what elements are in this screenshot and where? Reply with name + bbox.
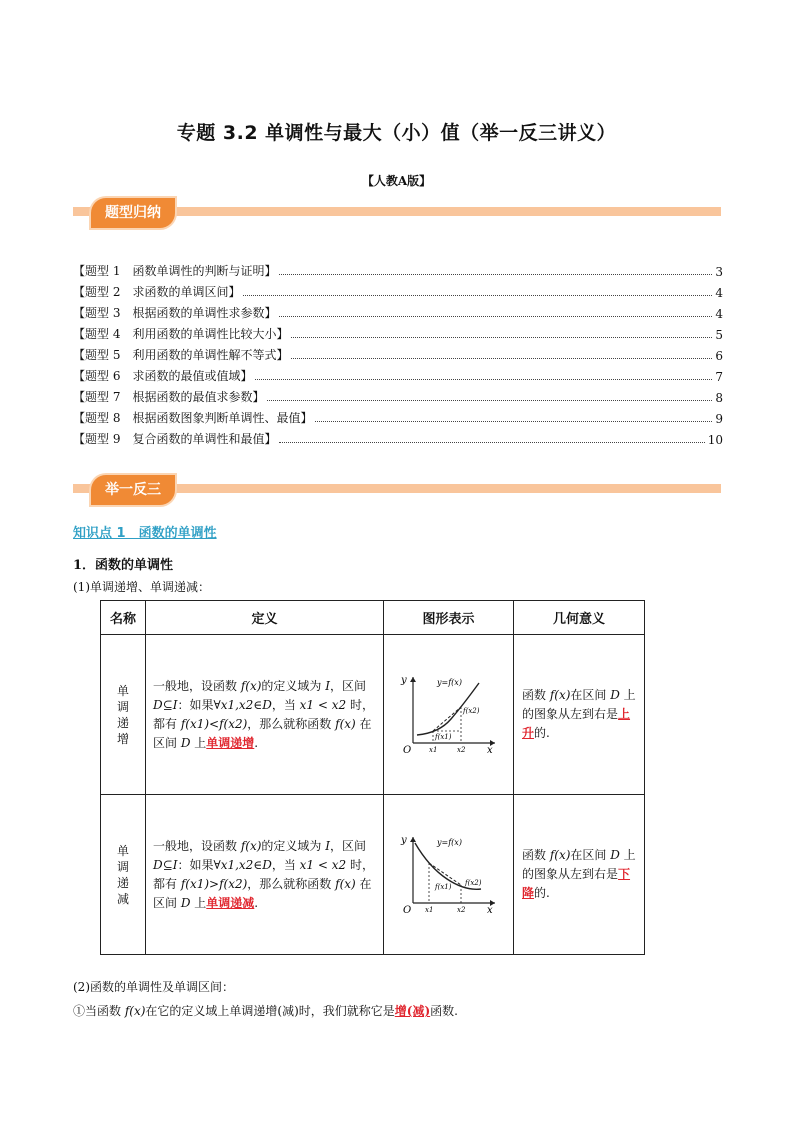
curve-label: y=f(x) xyxy=(436,678,462,687)
toc-item[interactable] xyxy=(73,321,723,342)
toc-leader-dots xyxy=(291,358,712,359)
x1-label: x1 xyxy=(428,746,437,753)
answer-fall: 下降 xyxy=(522,867,631,900)
toc-item-page: 8 xyxy=(715,391,723,405)
toc-item-label: 【题型 7 根据函数的最值求参数】 xyxy=(73,390,265,404)
toc-leader-dots xyxy=(279,316,712,317)
table-row-decreasing xyxy=(101,795,645,955)
toc-leader-dots xyxy=(291,337,712,338)
x2-label: x2 xyxy=(456,746,465,753)
toc-item[interactable] xyxy=(73,342,723,363)
fx2-label: f(x2) xyxy=(464,879,481,887)
answer-increasing: 单调递增 xyxy=(206,735,255,750)
toc-item-page: 4 xyxy=(715,286,723,300)
section-heading: 1．函数的单调性 xyxy=(73,558,174,573)
toc-item-label: 【题型 3 根据函数的单调性求参数】 xyxy=(73,306,277,320)
toc-item-page: 3 xyxy=(715,265,723,279)
toc-item-label: 【题型 1 函数单调性的判断与证明】 xyxy=(73,264,277,278)
knowledge-point-title: 知识点 1 函数的单调性 xyxy=(73,526,217,541)
curve-label: y=f(x) xyxy=(436,838,462,847)
toc-item-label: 【题型 5 利用函数的单调性解不等式】 xyxy=(73,348,289,362)
toc-item-page: 9 xyxy=(715,412,723,426)
toc-item-page: 7 xyxy=(715,370,723,384)
definition-increasing: 一般地，设函数 f(x)的定义域为 I，区间 D⊆I：如果∀x1,x2∈D，当 x1 < x2 时，都有 f(x1)<f(x2)，那么就称函数 f(x) 在区间 D 上单调递增. xyxy=(146,635,384,795)
toc-leader-dots xyxy=(243,295,712,296)
toc-item[interactable] xyxy=(73,258,723,279)
x-axis-label: x xyxy=(486,745,493,753)
figure-decreasing xyxy=(384,795,514,955)
origin-label: O xyxy=(402,745,411,753)
fx2-label: f(x2) xyxy=(462,707,479,715)
monotonicity-table xyxy=(100,600,645,955)
toc-leader-dots xyxy=(279,274,712,275)
toc-item[interactable] xyxy=(73,405,723,426)
toc-item[interactable] xyxy=(73,426,723,447)
fx1-label: f(x1) xyxy=(434,733,451,741)
table-of-contents xyxy=(73,258,723,447)
y-axis-label: y xyxy=(400,675,407,686)
row-name-decreasing: 单 调 递 减 xyxy=(101,795,146,955)
page-title: 专题 3.2 单调性与最大（小）值（举一反三讲义） xyxy=(176,122,617,144)
toc-item-label: 【题型 6 求函数的最值或值域】 xyxy=(73,369,253,383)
increasing-graph xyxy=(399,673,499,753)
geo-meaning-decreasing: 函数 f(x)在区间 D 上的图象从左到右是下降的. xyxy=(514,795,645,955)
y-axis-label: y xyxy=(400,835,407,846)
header-geometric-meaning: 几何意义 xyxy=(514,601,645,635)
toc-leader-dots xyxy=(279,442,704,443)
table-header-row xyxy=(101,601,645,635)
subheading-2: (2)函数的单调性及单调区间： xyxy=(73,980,234,994)
toc-item[interactable] xyxy=(73,300,723,321)
section-badge-examples: 举一反三 xyxy=(91,475,175,505)
subheading-1: (1)单调递增、单调递减： xyxy=(73,580,210,594)
row-name-increasing: 单 调 递 增 xyxy=(101,635,146,795)
definition-decreasing: 一般地，设函数 f(x)的定义域为 I，区间 D⊆I：如果∀x1,x2∈D，当 x1 < x2 时，都有 f(x1)>f(x2)，那么就称函数 f(x) 在区间 D 上单调递减. xyxy=(146,795,384,955)
toc-leader-dots xyxy=(315,421,712,422)
toc-item[interactable] xyxy=(73,384,723,405)
toc-item[interactable] xyxy=(73,363,723,384)
header-definition: 定义 xyxy=(146,601,384,635)
x1-label: x1 xyxy=(424,906,433,913)
toc-item-label: 【题型 8 根据函数图象判断单调性、最值】 xyxy=(73,411,313,425)
header-figure: 图形表示 xyxy=(384,601,514,635)
figure-increasing xyxy=(384,635,514,795)
fx1-label: f(x1) xyxy=(434,883,451,891)
answer-inc-dec: 增(减) xyxy=(394,1004,431,1018)
toc-item[interactable] xyxy=(73,279,723,300)
toc-item-page: 5 xyxy=(715,328,723,342)
answer-rise: 上升 xyxy=(522,707,631,740)
toc-item-label: 【题型 2 求函数的单调区间】 xyxy=(73,285,241,299)
toc-item-page: 6 xyxy=(715,349,723,363)
header-name: 名称 xyxy=(101,601,146,635)
paragraph-increasing-function: ①当函数 f(x)在它的定义域上单调递增(减)时，我们就称它是增(减)函数. xyxy=(73,1004,458,1018)
toc-leader-dots xyxy=(267,400,712,401)
toc-item-label: 【题型 9 复合函数的单调性和最值】 xyxy=(73,432,277,446)
answer-decreasing: 单调递减 xyxy=(206,895,255,910)
toc-item-page: 4 xyxy=(715,307,723,321)
geo-meaning-increasing: 函数 f(x)在区间 D 上的图象从左到右是上升的. xyxy=(514,635,645,795)
decreasing-graph xyxy=(399,833,499,913)
x2-label: x2 xyxy=(456,906,465,913)
x-axis-label: x xyxy=(486,905,493,913)
toc-item-page: 10 xyxy=(707,433,723,447)
edition-label: 【人教A版】 xyxy=(361,174,432,188)
origin-label: O xyxy=(402,905,411,913)
toc-leader-dots xyxy=(255,379,712,380)
section-badge-types: 题型归纳 xyxy=(91,198,175,228)
table-row-increasing xyxy=(101,635,645,795)
toc-item-label: 【题型 4 利用函数的单调性比较大小】 xyxy=(73,327,289,341)
